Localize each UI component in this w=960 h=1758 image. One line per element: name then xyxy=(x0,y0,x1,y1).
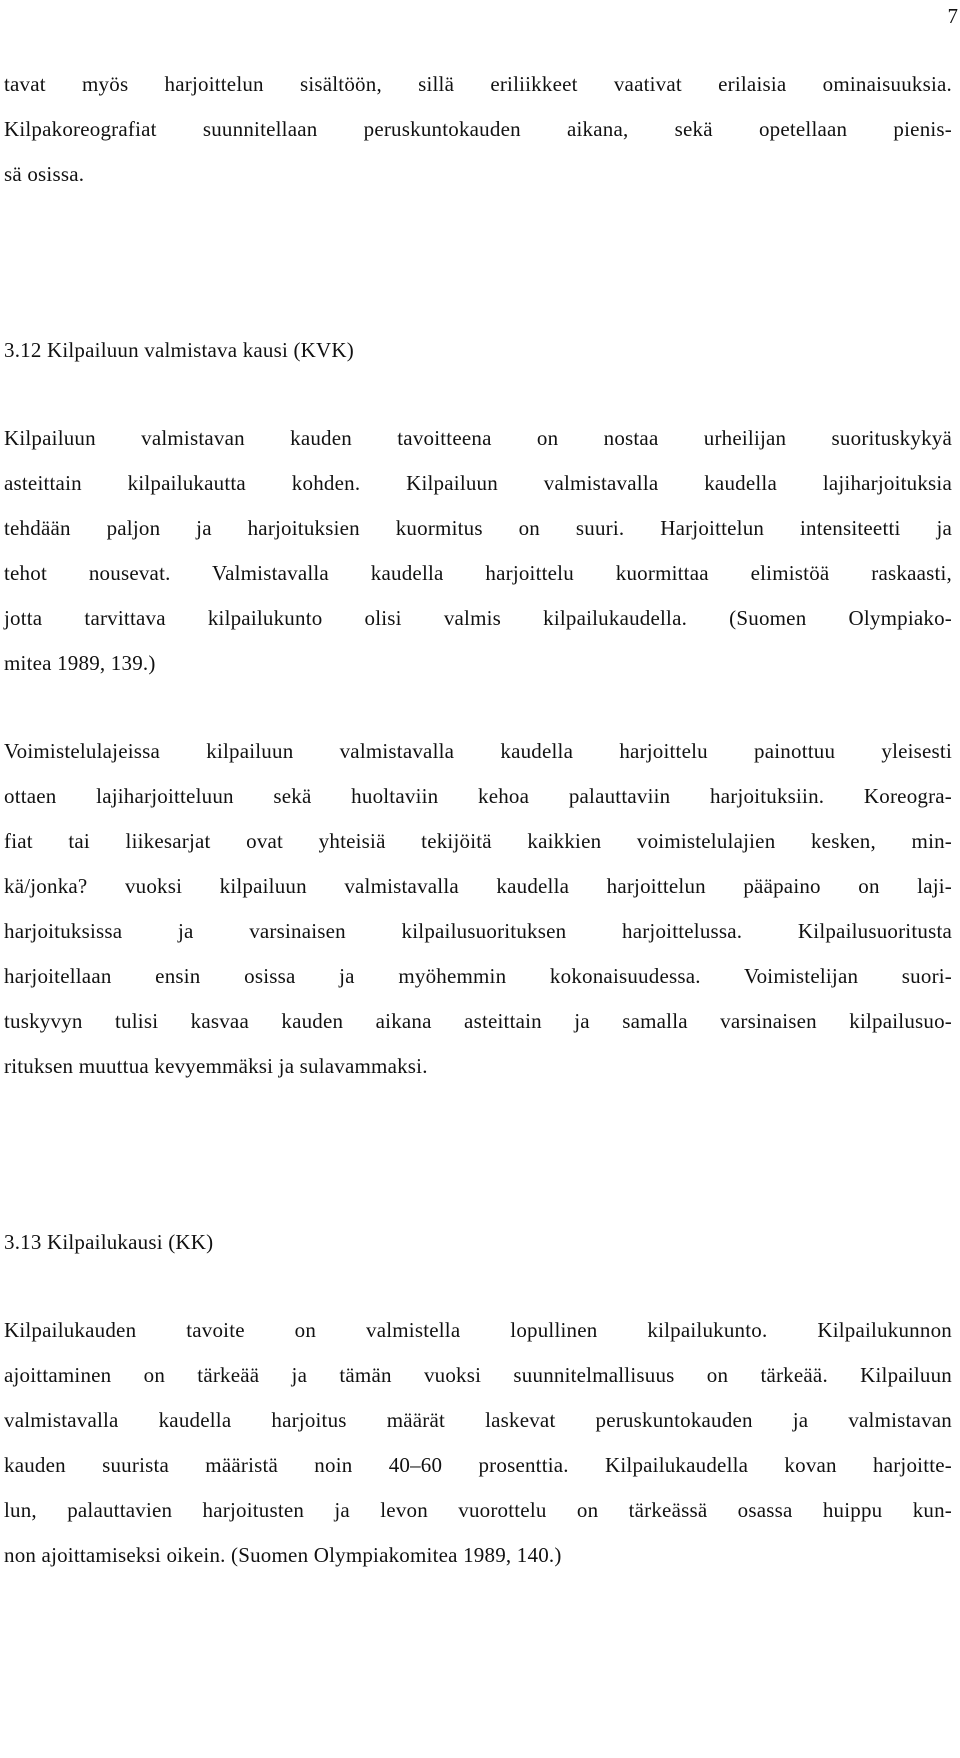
text-line: ottaen lajiharjoitteluun sekä huoltaviin kehoa palauttaviin harjoituksiin. Koreogra- xyxy=(4,784,952,808)
section-heading-kk: 3.13 Kilpailukausi (KK) xyxy=(4,1230,214,1254)
text-line: harjoitellaan ensin osissa ja myöhemmin kokonaisuudessa. Voimistelijan suori- xyxy=(4,964,952,988)
text-line: kä/jonka? vuoksi kilpailuun valmistavalla kaudella harjoittelun pääpaino on laji- xyxy=(4,874,952,898)
text-line: tehot nousevat. Valmistavalla kaudella harjoittelu kuormittaa elimistöä raskaasti, xyxy=(4,561,952,585)
text-line: tehdään paljon ja harjoituksien kuormitus on suuri. Harjoittelun intensiteetti ja xyxy=(4,516,952,540)
text-line: harjoituksissa ja varsinaisen kilpailusuorituksen harjoittelussa. Kilpailusuoritusta xyxy=(4,919,952,943)
text-line: jotta tarvittava kilpailukunto olisi valmis kilpailukaudella. (Suomen Olympiako- xyxy=(4,606,952,630)
text-line: ajoittaminen on tärkeää ja tämän vuoksi suunnitelmallisuus on tärkeää. Kilpailuun xyxy=(4,1363,952,1387)
text-line: lun, palauttavien harjoitusten ja levon vuorottelu on tärkeässä osassa huippu kun- xyxy=(4,1498,952,1522)
text-line: fiat tai liikesarjat ovat yhteisiä tekijöitä kaikkien voimistelulajien kesken, min- xyxy=(4,829,952,853)
text-line: valmistavalla kaudella harjoitus määrät laskevat peruskuntokauden ja valmistavan xyxy=(4,1408,952,1432)
text-line: tuskyvyn tulisi kasvaa kauden aikana asteittain ja samalla varsinaisen kilpailusuo- xyxy=(4,1009,952,1033)
text-line: non ajoittamiseksi oikein. (Suomen Olympiakomitea 1989, 140.) xyxy=(4,1543,562,1567)
text-line: kauden suurista määristä noin 40–60 prosenttia. Kilpailukaudella kovan harjoitte- xyxy=(4,1453,952,1477)
text-line: mitea 1989, 139.) xyxy=(4,651,156,675)
text-line: Kilpakoreografiat suunnitellaan peruskuntokauden aikana, sekä opetellaan pienis- xyxy=(4,117,952,141)
section-heading-kvk: 3.12 Kilpailuun valmistava kausi (KVK) xyxy=(4,338,354,362)
text-line: Voimistelulajeissa kilpailuun valmistavalla kaudella harjoittelu painottuu yleisesti xyxy=(4,739,952,763)
text-line: Kilpailuun valmistavan kauden tavoitteena on nostaa urheilijan suorituskykyä xyxy=(4,426,952,450)
text-line: sä osissa. xyxy=(4,162,85,186)
text-line: tavat myös harjoittelun sisältöön, sillä eriliikkeet vaativat erilaisia ominaisuuksia. xyxy=(4,72,952,96)
text-line: asteittain kilpailukautta kohden. Kilpailuun valmistavalla kaudella lajiharjoituksia xyxy=(4,471,952,495)
page-number: 7 xyxy=(947,4,958,28)
text-line: rituksen muuttua kevyemmäksi ja sulavammaksi. xyxy=(4,1054,428,1078)
text-line: Kilpailukauden tavoite on valmistella lopullinen kilpailukunto. Kilpailukunnon xyxy=(4,1318,952,1342)
